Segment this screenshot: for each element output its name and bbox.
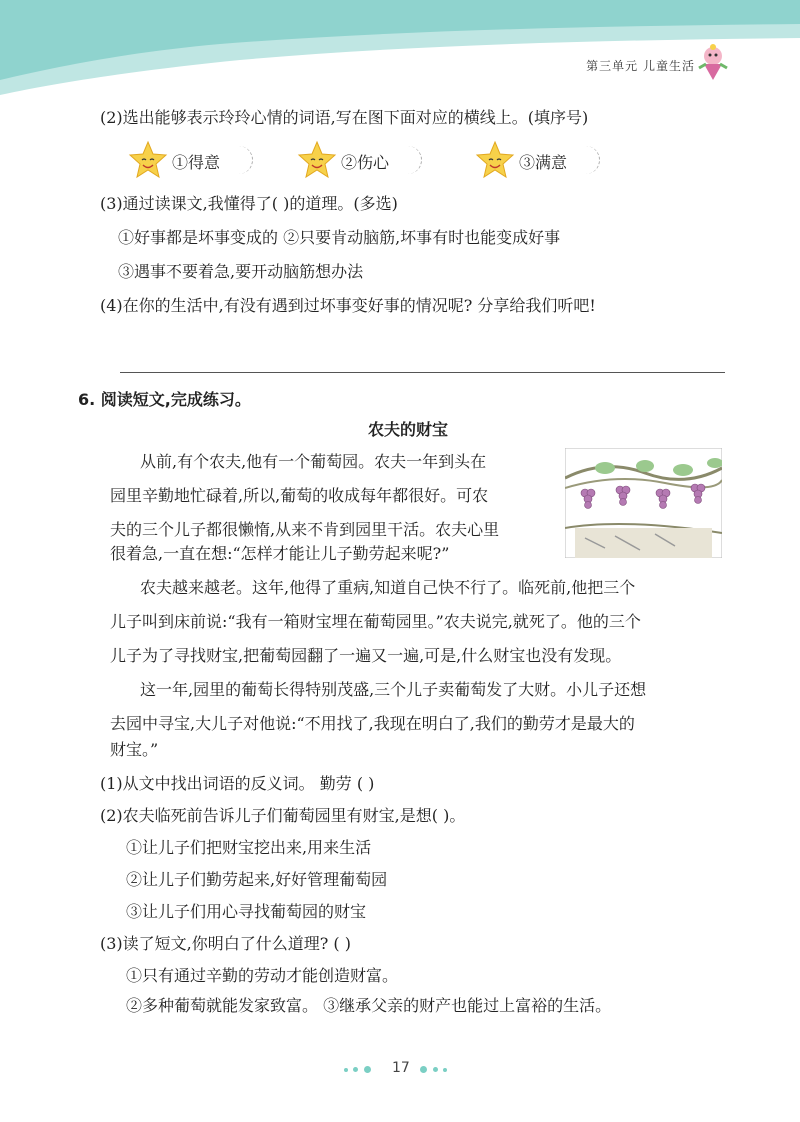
star-face-icon (475, 140, 515, 180)
passage-p1-line3: 夫的三个儿子都很懒惰,从来不肯到园里干活。农夫心里 (110, 520, 500, 539)
footer-dot (344, 1068, 348, 1072)
q5-item4: (4)在你的生活中,有没有遇到过坏事变好事的情况呢? 分享给我们听吧! (100, 296, 596, 315)
answer-bracket (238, 146, 253, 174)
star-face-icon (128, 140, 168, 180)
mood-option-label: ②伤心 (341, 153, 390, 172)
mood-option-label: ③满意 (519, 153, 568, 172)
page-footer (340, 1060, 460, 1080)
answer-line (120, 372, 725, 373)
q6-sub2-option-2: ②让儿子们勤劳起来,好好管理葡萄园 (126, 870, 388, 889)
mood-option-3 (475, 138, 605, 182)
passage-p3-line1: 这一年,园里的葡萄长得特别茂盛,三个儿子卖葡萄发了大财。小儿子还想 (140, 680, 647, 699)
mascot-icon (696, 44, 730, 82)
q6-sub2-option-3: ③让儿子们用心寻找葡萄园的财宝 (126, 902, 367, 921)
q6-number: 6. (78, 390, 96, 409)
passage-p2-line1: 农夫越来越老。这年,他得了重病,知道自己快不行了。临死前,他把三个 (140, 578, 636, 597)
passage-p1-line2: 园里辛勤地忙碌着,所以,葡萄的收成每年都很好。可农 (110, 486, 489, 505)
footer-dot (433, 1067, 438, 1072)
answer-bracket (407, 146, 422, 174)
q5-item3-options-b: ③遇事不要着急,要开动脑筋想办法 (118, 262, 364, 281)
star-face-icon (297, 140, 337, 180)
passage-p3-line2: 去园中寻宝,大儿子对他说:“不用找了,我现在明白了,我们的勤劳才是最大的 (110, 714, 635, 733)
q5-item2: (2)选出能够表示玲玲心情的词语,写在图下面对应的横线上。(填序号) (100, 108, 589, 127)
footer-dot (353, 1067, 358, 1072)
mood-option-2 (297, 138, 427, 182)
passage-p3-line3: 财宝。” (110, 740, 159, 759)
q5-item3-options-a: ①好事都是坏事变成的 ②只要肯动脑筋,坏事有时也能变成好事 (118, 228, 561, 247)
answer-bracket (585, 146, 600, 174)
unit-title: 第三单元 儿童生活 (586, 59, 695, 73)
q6-sub2: (2)农夫临死前告诉儿子们葡萄园里有财宝,是想( )。 (100, 806, 466, 825)
passage-title: 农夫的财宝 (368, 420, 449, 439)
q6-sub3-option-a: ①只有通过辛勤的劳动才能创造财富。 (126, 966, 399, 985)
q6-sub1: (1)从文中找出词语的反义词。 勤劳 ( ) (100, 774, 375, 793)
passage-p1-line4: 很着急,一直在想:“怎样才能让儿子勤劳起来呢?” (110, 544, 450, 563)
q5-item3: (3)通过读课文,我懂得了( )的道理。(多选) (100, 194, 398, 213)
passage-p2-line2: 儿子叫到床前说:“我有一箱财宝埋在葡萄园里。”农夫说完,就死了。他的三个 (110, 612, 641, 631)
q6-instruction: 阅读短文,完成练习。 (100, 390, 251, 409)
footer-dot (443, 1068, 447, 1072)
header-band (0, 0, 800, 95)
q6-sub2-option-1: ①让儿子们把财宝挖出来,用来生活 (126, 838, 372, 857)
q6-heading (78, 390, 251, 410)
footer-dot (420, 1066, 427, 1073)
page-number: 17 (392, 1060, 410, 1076)
passage-p1-line1: 从前,有个农夫,他有一个葡萄园。农夫一年到头在 (140, 452, 487, 471)
mood-option-1 (128, 138, 258, 182)
q6-sub3-option-b: ②多种葡萄就能发家致富。 ③继承父亲的财产也能过上富裕的生活。 (126, 996, 612, 1015)
mood-option-label: ①得意 (172, 153, 221, 172)
q6-sub3: (3)读了短文,你明白了什么道理? ( ) (100, 934, 351, 953)
footer-dot (364, 1066, 371, 1073)
vineyard-illustration (565, 448, 722, 558)
passage-p2-line3: 儿子为了寻找财宝,把葡萄园翻了一遍又一遍,可是,什么财宝也没有发现。 (110, 646, 622, 665)
